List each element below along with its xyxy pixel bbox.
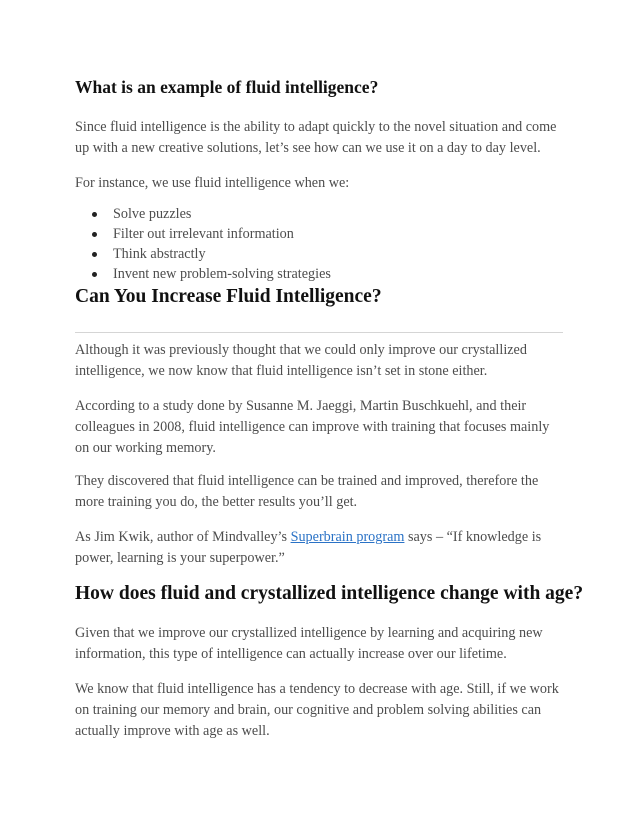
bullet-icon bbox=[92, 272, 97, 277]
paragraph-study: According to a study done by Susanne M. Jaeggi, Martin Buschkuehl, and their colleagues in 2008, fluid intelligence can improve with training that focuses mainly on our working memory. bbox=[75, 398, 550, 456]
heading-increase-fluid-intelligence: Can You Increase Fluid Intelligence? bbox=[75, 286, 382, 307]
section-divider bbox=[75, 332, 563, 333]
heading-fluid-intelligence-example: What is an example of fluid intelligence? bbox=[75, 77, 379, 97]
bullet-icon bbox=[92, 212, 97, 217]
list-item: Filter out irrelevant information bbox=[92, 224, 331, 244]
list-item: Think abstractly bbox=[92, 244, 331, 264]
paragraph-crystallized-increase: Given that we improve our crystallized intelligence by learning and acquiring new information, this type of intelligence can actually increase over our lifetime. bbox=[75, 625, 543, 662]
bullet-icon bbox=[92, 232, 97, 237]
uses-list bbox=[92, 204, 331, 284]
paragraph-quote: As Jim Kwik, author of Mindvalley’s Superbrain program says – “If knowledge is power, learning is your superpower.” bbox=[75, 529, 542, 566]
list-item: Solve puzzles bbox=[92, 204, 331, 224]
paragraph-definition: Since fluid intelligence is the ability to adapt quickly to the novel situation and come up with a new creative solutions, let’s see how can we use it on a day to day level. bbox=[75, 119, 557, 156]
paragraph-for-instance: For instance, we use fluid intelligence when we: bbox=[75, 175, 350, 191]
paragraph-fluid-decrease: We know that fluid intelligence has a tendency to decrease with age. Still, if we work on training our memory and brain, our cognitive and problem solving abilities can actually improve with age as well. bbox=[75, 681, 559, 739]
bullet-icon bbox=[92, 252, 97, 257]
list-item: Invent new problem-solving strategies bbox=[92, 264, 331, 284]
paragraph-discovered: They discovered that fluid intelligence can be trained and improved, therefore the more training you do, the better results you’ll get. bbox=[75, 473, 539, 510]
superbrain-program-link[interactable]: Superbrain program bbox=[290, 529, 405, 545]
heading-change-with-age: How does fluid and crystallized intelligence change with age? bbox=[75, 583, 584, 604]
paragraph-previously-thought: Although it was previously thought that we could only improve our crystallized intelligence, we now know that fluid intelligence isn’t set in stone either. bbox=[75, 342, 527, 379]
